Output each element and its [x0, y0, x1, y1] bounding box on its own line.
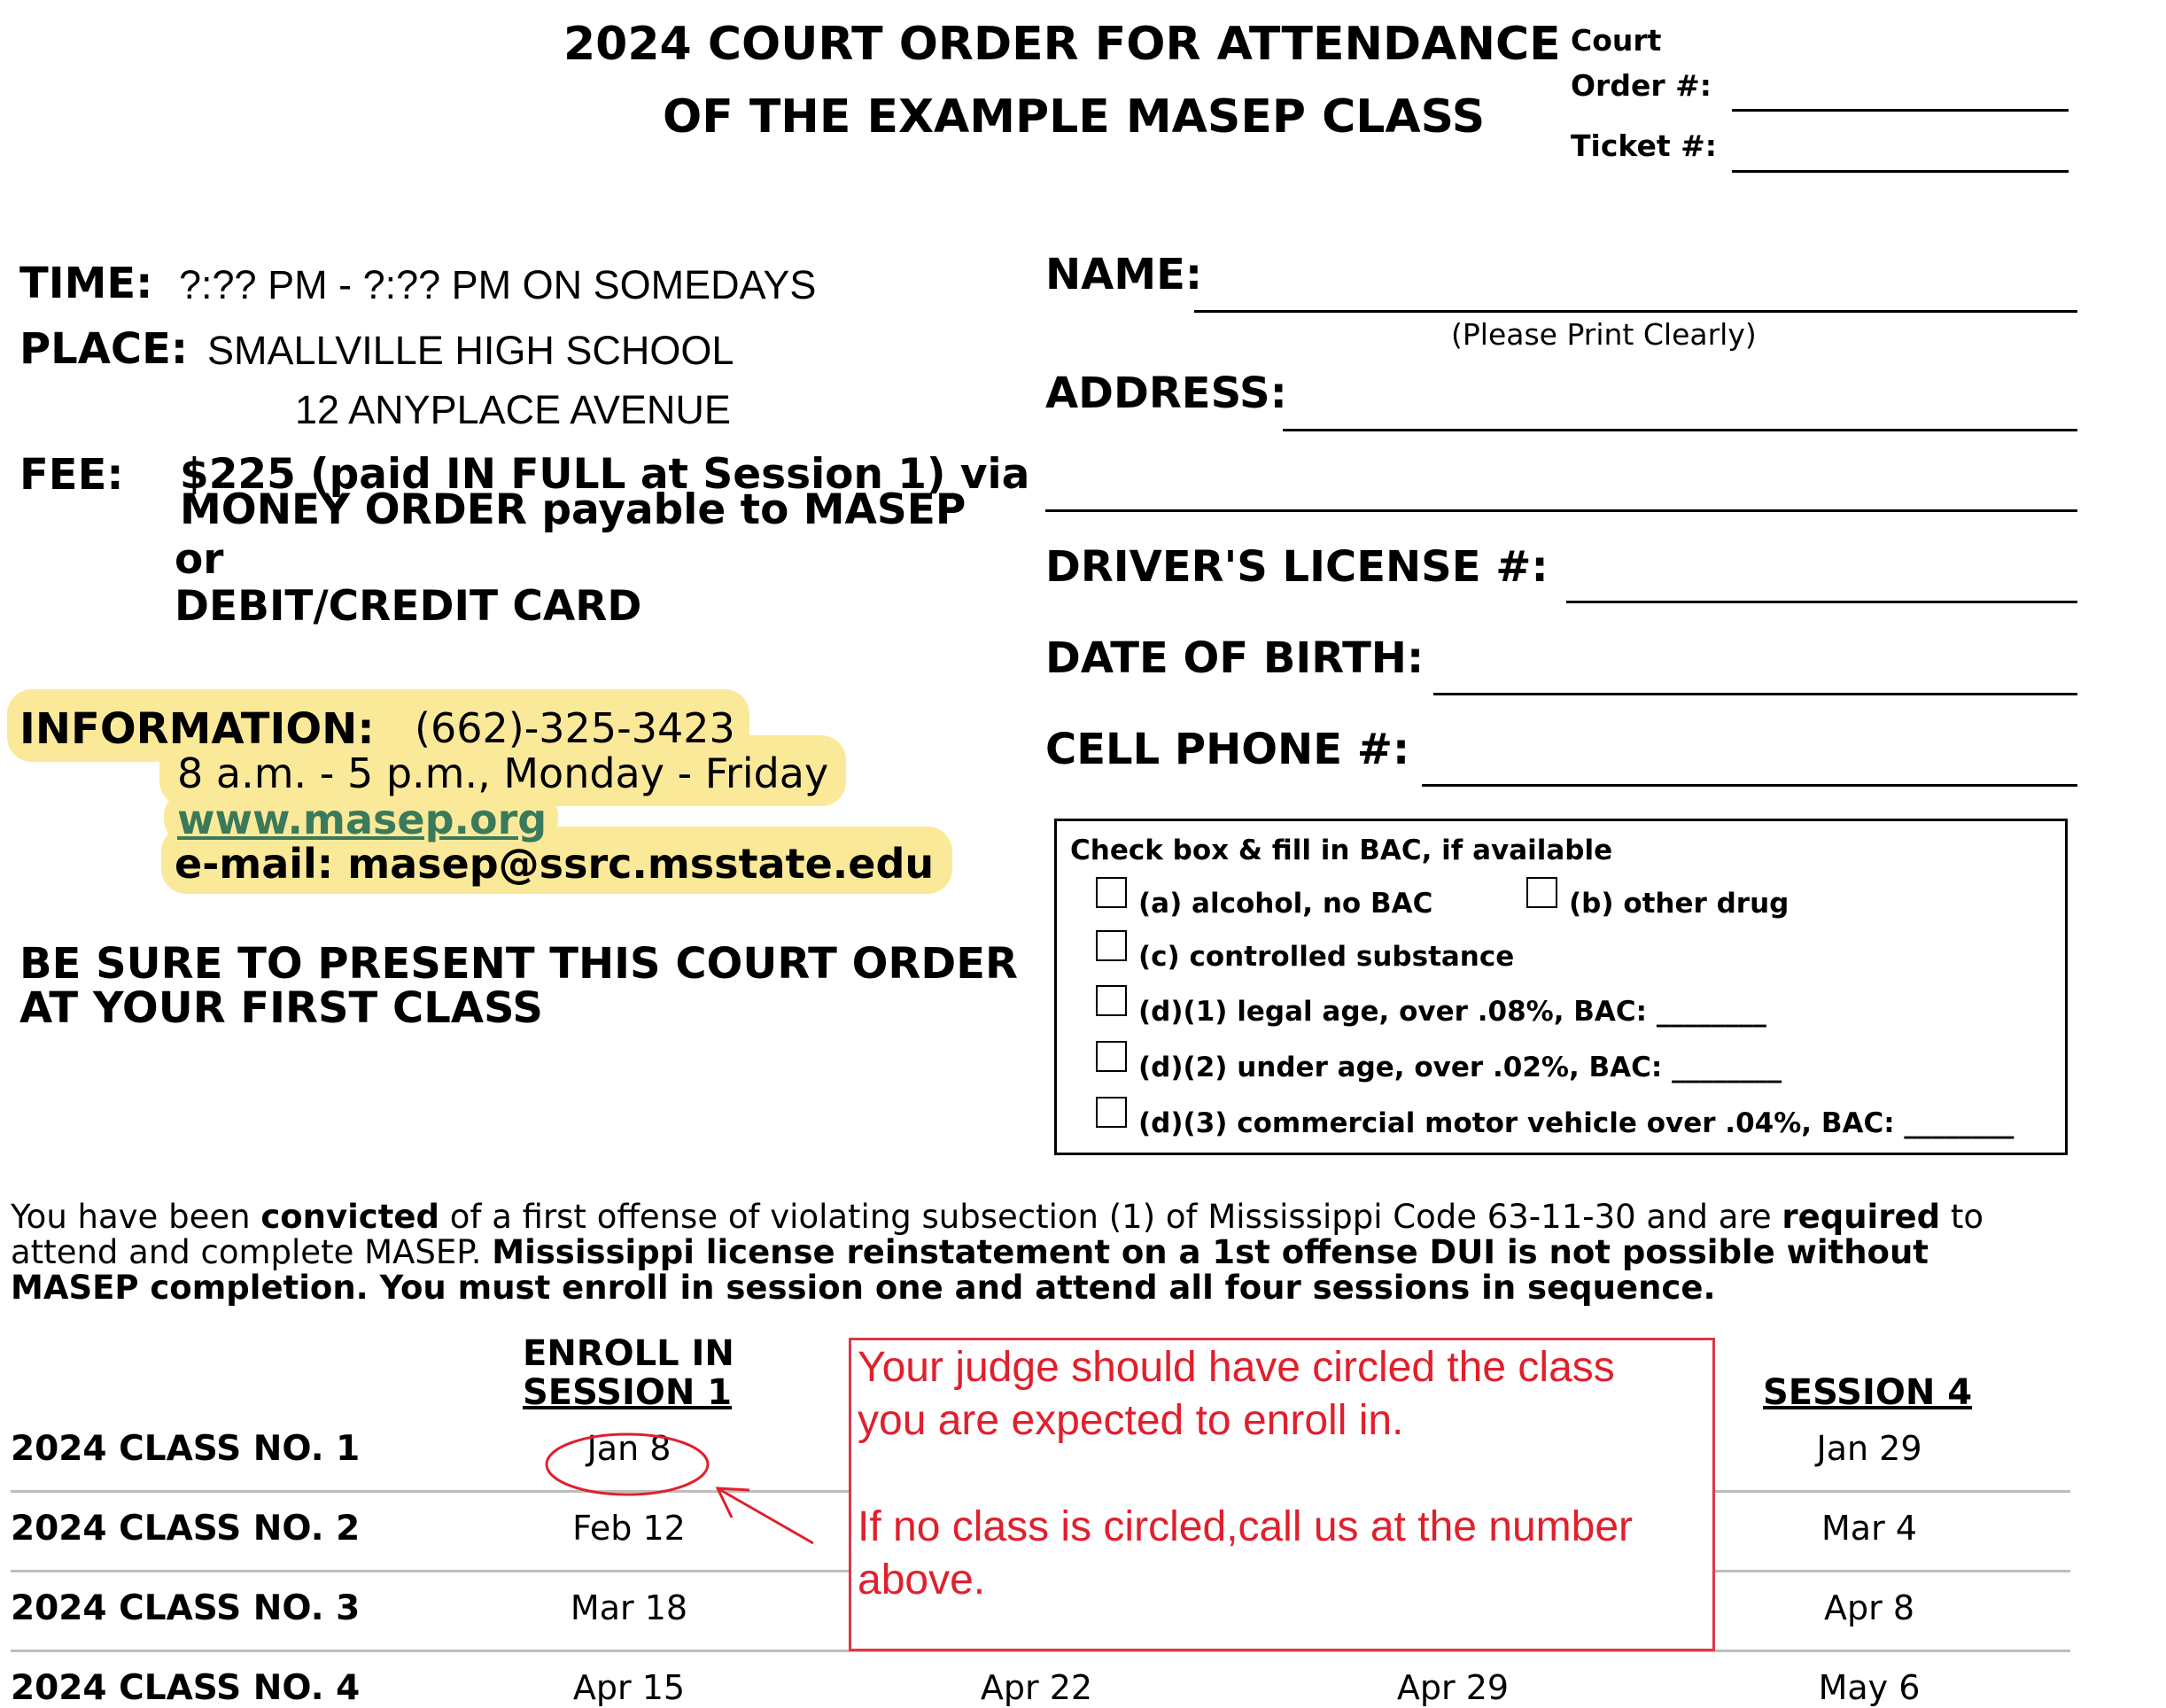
- order-number-label: Order #:: [1571, 68, 1712, 103]
- checkbox-commercial-vehicle-label: (d)(3) commercial motor vehicle over .04%, BAC: ________: [1138, 1107, 2015, 1139]
- class-row-session1-date: Jan 8: [586, 1429, 672, 1468]
- statement-emphasis: Mississippi license reinstatement on a 1st offense DUI is not possible without: [492, 1233, 1929, 1271]
- page-title-line2: OF THE EXAMPLE MASEP CLASS: [663, 90, 1486, 144]
- time-label: TIME:: [19, 259, 153, 308]
- class-row-session4-date: Apr 8: [1824, 1588, 1914, 1627]
- checkbox-under-age[interactable]: [1096, 1041, 1127, 1072]
- fee-line1: $225 (paid IN FULL at Session 1) via: [180, 450, 1030, 499]
- date-of-birth-field[interactable]: [1433, 693, 2077, 695]
- class-row-session1-date: Feb 12: [572, 1509, 686, 1548]
- date-of-birth-label: DATE OF BIRTH:: [1045, 633, 1425, 683]
- information-label: INFORMATION:: [19, 704, 375, 754]
- fee-label: FEE:: [19, 450, 124, 500]
- ticket-number-field[interactable]: [1732, 170, 2069, 173]
- checkbox-other-drug[interactable]: [1526, 877, 1557, 908]
- callout-line3: If no class is circled,call us at the number: [858, 1503, 1634, 1550]
- address-field-line1[interactable]: [1283, 429, 2077, 431]
- statement-text: You have been: [11, 1198, 261, 1236]
- name-field[interactable]: [1194, 310, 2077, 313]
- checkbox-alcohol-label: (a) alcohol, no BAC: [1138, 888, 1433, 920]
- checkbox-controlled-substance-label: (c) controlled substance: [1138, 941, 1515, 973]
- ticket-number-label: Ticket #:: [1571, 128, 1717, 163]
- present-order-line1: BE SURE TO PRESENT THIS COURT ORDER: [19, 939, 1018, 989]
- website-link[interactable]: www.masep.org: [177, 796, 547, 843]
- class-row-label: 2024 CLASS NO. 3: [11, 1588, 361, 1628]
- fee-line3: or: [175, 535, 224, 584]
- enroll-header-line1: ENROLL IN: [523, 1333, 734, 1374]
- address-label: ADDRESS:: [1045, 369, 1287, 418]
- class-row-label: 2024 CLASS NO. 1: [11, 1429, 361, 1469]
- print-clearly-note: (Please Print Clearly): [1451, 317, 1757, 352]
- court-label: Court: [1571, 23, 1662, 58]
- address-field-line2[interactable]: [1045, 509, 2077, 512]
- class-row-session3-date: Apr 29: [1396, 1668, 1510, 1707]
- session4-header: SESSION 4: [1763, 1372, 1973, 1413]
- checkbox-commercial-vehicle[interactable]: [1096, 1097, 1127, 1128]
- statement-emphasis: convicted: [260, 1198, 440, 1236]
- checkbox-alcohol[interactable]: [1096, 877, 1127, 908]
- class-row-session4-date: May 6: [1818, 1668, 1921, 1707]
- class-row-session2-date: Apr 22: [980, 1668, 1093, 1707]
- statement-line1: [11, 1198, 1984, 1236]
- place-line2: 12 ANYPLACE AVENUE: [295, 387, 731, 432]
- cell-phone-field[interactable]: [1422, 784, 2077, 787]
- class-row-label: 2024 CLASS NO. 2: [11, 1509, 361, 1549]
- checkbox-panel-title: Check box & fill in BAC, if available: [1070, 835, 1613, 866]
- checkbox-under-age-label: (d)(2) under age, over .02%, BAC: ________: [1138, 1052, 1782, 1083]
- callout-line2: you are expected to enroll in.: [858, 1397, 1404, 1444]
- cell-phone-label: CELL PHONE #:: [1045, 725, 1410, 774]
- fee-line2: MONEY ORDER payable to MASEP: [180, 485, 967, 534]
- statement-emphasis: required: [1782, 1198, 1941, 1236]
- information-phone: (662)-325-3423: [415, 704, 735, 752]
- page-title-line1: 2024 COURT ORDER FOR ATTENDANCE: [563, 18, 1561, 71]
- enroll-header-line2: SESSION 1: [523, 1372, 733, 1413]
- statement-line3: MASEP completion. You must enroll in session one and attend all four sessions in sequence.: [11, 1269, 1716, 1307]
- offense-checkbox-panel: [1054, 819, 2068, 1155]
- drivers-license-label: DRIVER'S LICENSE #:: [1045, 542, 1549, 592]
- statement-text: of a first offense of violating subsection (1) of Mississippi Code 63-11-30 and are: [439, 1198, 1782, 1236]
- class-row-session4-date: Mar 4: [1821, 1509, 1917, 1548]
- checkbox-controlled-substance[interactable]: [1096, 930, 1127, 961]
- place-line1: SMALLVILLE HIGH SCHOOL: [207, 328, 734, 373]
- checkbox-legal-age-label: (d)(1) legal age, over .08%, BAC: ________: [1138, 996, 1766, 1028]
- callout-line4: above.: [858, 1557, 986, 1603]
- class-row-session1-date: Apr 15: [572, 1668, 686, 1707]
- time-value: ?:?? PM - ?:?? PM ON SOMEDAYS: [179, 262, 817, 307]
- class-row-session4-date: Jan 29: [1816, 1429, 1922, 1468]
- statement-text: to: [1940, 1198, 1984, 1236]
- checkbox-other-drug-label: (b) other drug: [1569, 888, 1789, 920]
- callout-line1: Your judge should have circled the class: [858, 1344, 1615, 1391]
- statement-text: attend and complete MASEP.: [11, 1233, 493, 1271]
- checkbox-legal-age[interactable]: [1096, 985, 1127, 1016]
- order-number-field[interactable]: [1732, 109, 2069, 112]
- place-label: PLACE:: [19, 324, 189, 374]
- class-row-label: 2024 CLASS NO. 4: [11, 1668, 361, 1708]
- drivers-license-field[interactable]: [1566, 601, 2077, 603]
- class-row-session1-date: Mar 18: [570, 1588, 688, 1627]
- statement-line2: [11, 1233, 1929, 1271]
- information-hours: 8 a.m. - 5 p.m., Monday - Friday: [177, 749, 829, 797]
- email-contact[interactable]: e-mail: masep@ssrc.msstate.edu: [175, 840, 935, 888]
- name-label: NAME:: [1045, 250, 1203, 299]
- fee-line4: DEBIT/CREDIT CARD: [175, 582, 642, 631]
- present-order-line2: AT YOUR FIRST CLASS: [19, 983, 543, 1033]
